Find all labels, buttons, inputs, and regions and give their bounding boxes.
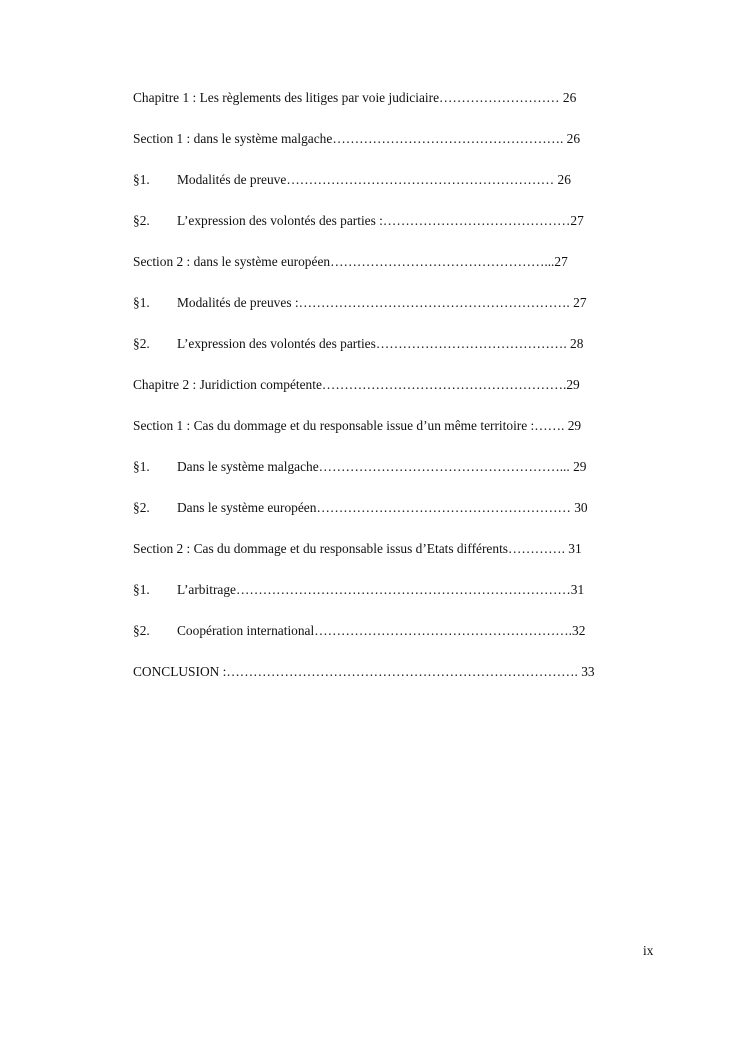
toc-page-number: 28 [570, 336, 584, 351]
toc-entry [133, 580, 635, 621]
toc-entry-number: §2. [133, 213, 150, 228]
toc-page-number: 27 [570, 213, 584, 228]
toc-entry-number: §2. [133, 623, 150, 638]
toc-entry-number: §2. [133, 500, 150, 515]
toc-entry-text: §2. L’expression des volontés des parties :……………………………………27 [133, 211, 584, 231]
toc-page-number: 26 [566, 131, 581, 146]
toc-entry [133, 621, 635, 662]
toc-entry-number: §1. [133, 295, 150, 310]
toc-entry-text: §2. Coopération international………………………………………………….32 [133, 621, 585, 641]
toc-entry-text: §1. Modalités de preuve…………………………………………………… 26 [133, 170, 571, 190]
toc-entry-text: Chapitre 1 : Les règlements des litiges par voie judiciaire……………………… 26 [133, 90, 577, 105]
toc-entry-number: §1. [133, 459, 150, 474]
toc-entry [133, 129, 635, 170]
toc-entry-text: CONCLUSION :……………………………………………………………………. 33 [133, 664, 595, 679]
toc-page-number: 27 [554, 254, 568, 269]
toc-entry-text: §1. L’arbitrage…………………………………………………………………31 [133, 580, 584, 600]
toc-page-number: 29 [567, 418, 582, 433]
toc-entry [133, 211, 635, 252]
toc-page-number: 29 [566, 377, 580, 392]
toc-entry-number: §1. [133, 582, 150, 597]
toc-entry-text: §1. Modalités de preuves :……………………………………………………. 27 [133, 293, 587, 313]
toc-entry-text: §2. Dans le système européen………………………………………………… 30 [133, 498, 588, 518]
toc-page-number: 29 [573, 459, 587, 474]
toc-entry [133, 334, 635, 375]
toc-entry [133, 252, 635, 293]
toc-entry-text: §1. Dans le système malgache………………………………………………... 29 [133, 457, 586, 477]
toc-entry [133, 539, 635, 580]
toc-entry [133, 170, 635, 211]
toc-page-number: 30 [574, 500, 588, 515]
toc-page-number: 26 [557, 172, 571, 187]
toc-page-number: 27 [573, 295, 587, 310]
page-number: ix [643, 943, 654, 958]
toc-entry-number: §1. [133, 172, 150, 187]
toc-entry-text: Chapitre 2 : Juridiction compétente……………………………………………….29 [133, 377, 580, 392]
toc-page-number: 31 [570, 582, 585, 597]
table-of-contents [133, 88, 635, 703]
toc-entry-text: Section 1 : Cas du dommage et du responsable issue d’un même territoire :……. 29 [133, 418, 582, 433]
toc-entry [133, 88, 635, 129]
toc-entry [133, 662, 635, 703]
toc-page-number: 31 [568, 541, 582, 556]
toc-entry [133, 416, 635, 457]
toc-page-number: 32 [572, 623, 586, 638]
toc-entry [133, 457, 635, 498]
toc-entry-text: Section 1 : dans le système malgache……………………………………………. 26 [133, 131, 581, 146]
toc-page-number: 33 [581, 664, 595, 679]
toc-entry [133, 498, 635, 539]
toc-entry-text: Section 2 : dans le système européen…………………………………………...27 [133, 254, 568, 269]
toc-entry [133, 293, 635, 334]
toc-entry-number: §2. [133, 336, 150, 351]
toc-entry-text: §2. L’expression des volontés des parties……………………………………. 28 [133, 334, 583, 354]
toc-page-number: 26 [562, 90, 577, 105]
toc-entry [133, 375, 635, 416]
toc-entry-text: Section 2 : Cas du dommage et du responsable issus d’Etats différents…………. 31 [133, 541, 582, 556]
